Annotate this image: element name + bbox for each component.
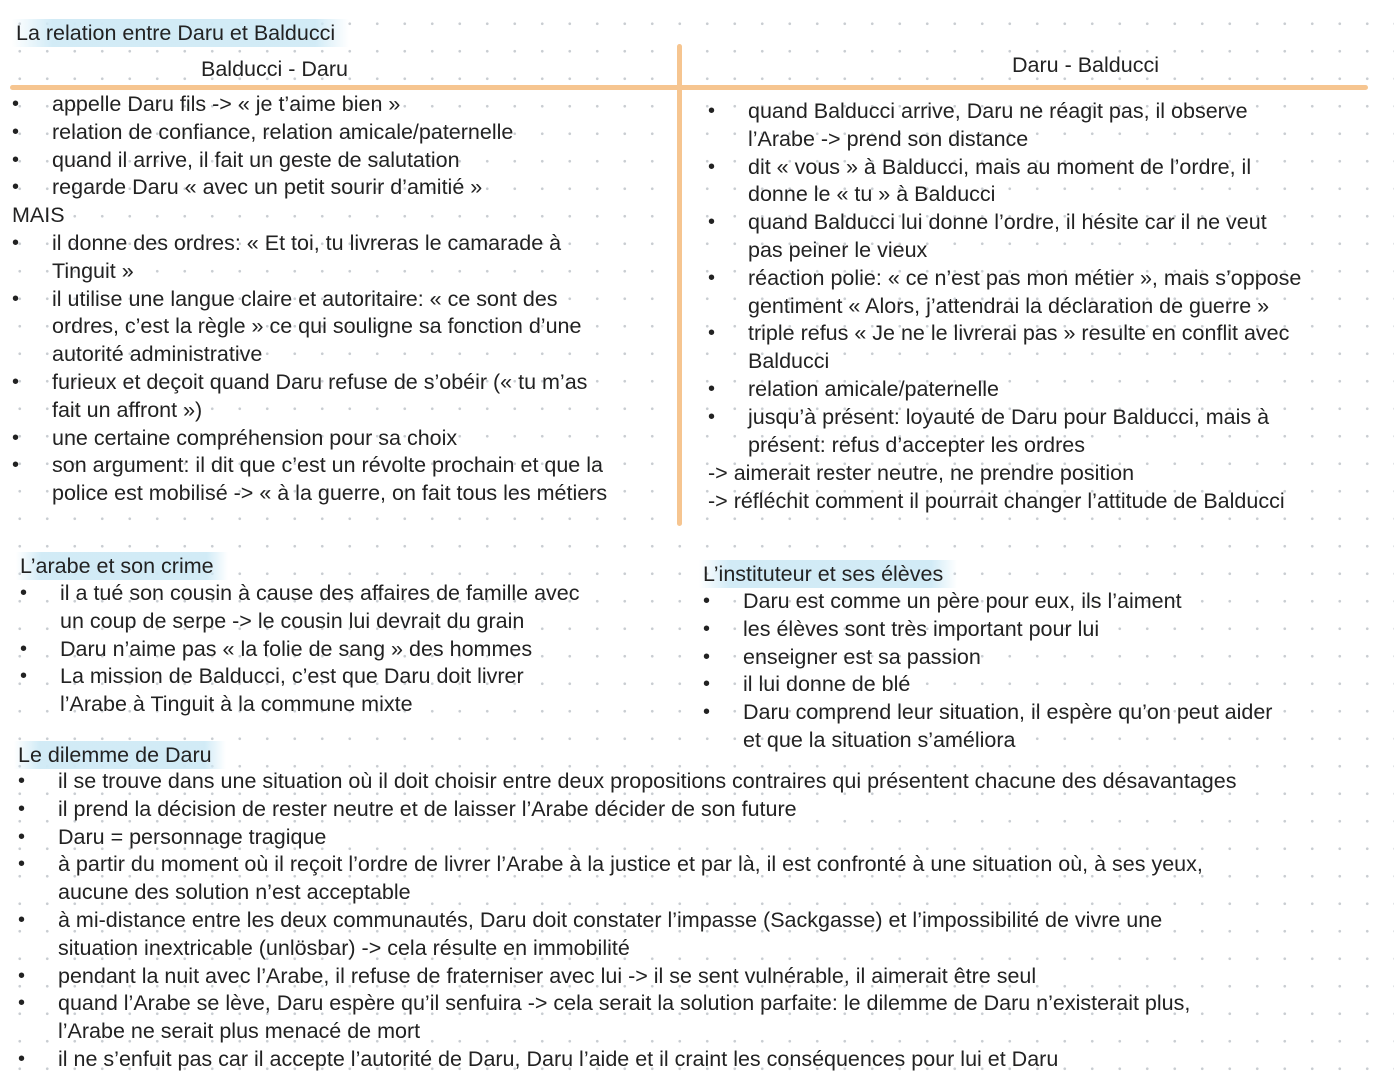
bullet-icon: • xyxy=(703,645,711,668)
dilemme-section-title: Le dilemme de Daru xyxy=(14,741,226,769)
list-item-text: il prend la décision de rester neutre et de laisser l’Arabe décider de son future xyxy=(58,796,797,821)
list-item-text: Daru comprend leur situation, il espère qu’on peut aider xyxy=(743,700,1273,725)
list-item xyxy=(20,663,580,719)
list-item-text: quand Balducci lui donne l’ordre, il hésite car il ne veut xyxy=(748,210,1267,235)
bullet-icon: • xyxy=(18,853,26,876)
bullet-icon: • xyxy=(18,770,26,792)
list-item-text: il donne des ordres: « Et toi, tu livreras le camarade à xyxy=(52,231,562,255)
bullet-icon: • xyxy=(12,232,20,254)
bullet-icon: • xyxy=(12,454,20,477)
list-item-text: furieux et deçoit quand Daru refuse de s’obéir (« tu m’as xyxy=(52,369,588,394)
list-item-text: un coup de serpe -> le cousin lui devrait du grain xyxy=(60,608,525,633)
bullet-icon: • xyxy=(18,908,26,931)
dilemme-list xyxy=(18,768,1236,1074)
bullet-icon: • xyxy=(703,590,711,612)
list-item xyxy=(708,98,1301,154)
list-item xyxy=(703,588,1272,616)
list-item xyxy=(12,119,513,147)
bullet-icon: • xyxy=(12,120,20,143)
right-list xyxy=(708,98,1301,459)
right-arrow-line-2: -> réfléchit comment il pourrait changer l’attitude de Balducci xyxy=(708,489,1285,513)
list-item xyxy=(708,265,1301,321)
list-item-text: il ne s’enfuit pas car il accepte l’autorité de Daru, Daru l’aide et il craint les conséquences pour lui et Daru xyxy=(58,1046,1059,1071)
list-item-text: ordres, c’est la règle » ce qui souligne sa fonction d’une xyxy=(52,314,582,339)
bullet-icon: • xyxy=(12,176,20,199)
list-item-text: il lui donne de blé xyxy=(743,672,911,697)
list-item-text: à partir du moment où il reçoit l’ordre de livrer l’Arabe à la justice et par là, il est confronté à une situation où, à ses yeux, xyxy=(58,852,1203,877)
list-item-text: quand Balducci arrive, Daru ne réagit pas, il observe xyxy=(748,99,1248,123)
table-vertical-divider xyxy=(677,44,682,526)
list-item-text: gentiment « Alors, j’attendrai la déclaration de guerre » xyxy=(748,293,1270,318)
left-column-title: Balducci - Daru xyxy=(201,57,348,81)
page-title: La relation entre Daru et Balducci xyxy=(12,19,349,47)
list-item-text: Balducci xyxy=(748,349,830,374)
bullet-icon: • xyxy=(708,322,716,345)
bullet-icon: • xyxy=(708,377,716,400)
list-item xyxy=(708,154,1301,210)
list-item xyxy=(12,452,607,508)
list-item xyxy=(20,636,580,664)
bullet-icon: • xyxy=(18,825,26,848)
bullet-icon: • xyxy=(708,211,716,234)
list-item-text: police est mobilisé -> « à la guerre, on fait tous les métiers xyxy=(52,481,608,506)
list-item xyxy=(12,369,607,425)
list-item xyxy=(20,580,580,636)
bullet-icon: • xyxy=(12,148,20,171)
list-item-text: pendant la nuit avec l’Arabe, il refuse de fraterniser avec lui -> il se sent vulnérable, il aimerait être seul xyxy=(58,963,1037,988)
list-item-text: quand l’Arabe se lève, Daru espère qu’il senfuira -> cela serait la solution parfaite: le dilemme de Daru n’existerait plus, xyxy=(58,991,1191,1016)
list-item-text: l’Arabe ne serait plus menacé de mort xyxy=(58,1019,421,1044)
list-item-text: autorité administrative xyxy=(52,342,263,367)
list-item-text: aucune des solution n’est acceptable xyxy=(58,880,411,905)
bullet-icon: • xyxy=(703,617,711,640)
bullet-icon: • xyxy=(708,266,716,289)
list-item-text: relation amicale/paternelle xyxy=(748,376,999,401)
list-item xyxy=(18,907,1236,963)
list-item-text: Daru = personnage tragique xyxy=(58,824,327,849)
list-item xyxy=(12,425,607,453)
list-item-text: les élèves sont très important pour lui xyxy=(743,616,1100,641)
list-item-text: appelle Daru fils -> « je t’aime bien » xyxy=(52,92,401,116)
list-item-text: et que la situation s’améliora xyxy=(743,727,1016,752)
list-item-text: il utilise une langue claire et autoritaire: « ce sont des xyxy=(52,286,558,311)
list-item xyxy=(708,376,1301,404)
list-item xyxy=(18,1046,1236,1074)
list-item-text: La mission de Balducci, c’est que Daru doit livrer xyxy=(60,664,524,689)
list-item xyxy=(703,616,1272,644)
list-item xyxy=(18,990,1236,1046)
list-item xyxy=(703,699,1272,755)
arabe-list xyxy=(20,580,580,719)
bullet-icon: • xyxy=(20,637,28,660)
list-item-text: enseigner est sa passion xyxy=(743,644,981,669)
list-item-text: donne le « tu » à Balducci xyxy=(748,182,996,207)
list-item-text: jusqu’à présent: loyauté de Daru pour Balducci, mais à xyxy=(748,404,1270,429)
list-item-text: réaction polie: « ce n’est pas mon métier », mais s’oppose xyxy=(748,265,1302,290)
bullet-icon: • xyxy=(18,797,26,820)
list-item-text: dit « vous » à Balducci, mais au moment de l’ordre, il xyxy=(748,154,1252,179)
left-list-b xyxy=(12,230,607,508)
list-item-text: l’Arabe à Tinguit à la commune mixte xyxy=(60,692,413,717)
instituteur-section-title: L’instituteur et ses élèves xyxy=(699,560,957,588)
list-item-text: à mi-distance entre les deux communautés, Daru doit constater l’impasse (Sackgasse) et l’impossibilité de vivre une xyxy=(58,907,1163,932)
list-item-text: regarde Daru « avec un petit sourir d’amitié » xyxy=(52,175,483,200)
table-horizontal-divider xyxy=(10,85,1368,90)
list-item-text: l’Arabe -> prend son distance xyxy=(748,126,1029,151)
list-item xyxy=(12,174,513,202)
list-item xyxy=(18,851,1236,907)
list-item-text: présent: refus d’accepter les ordres xyxy=(748,432,1085,457)
list-item-text: pas peiner le vieux xyxy=(748,237,928,262)
list-item xyxy=(703,671,1272,699)
bullet-icon: • xyxy=(703,673,711,696)
list-item xyxy=(18,768,1236,796)
instituteur-list xyxy=(703,588,1272,755)
list-item xyxy=(703,644,1272,672)
list-item xyxy=(18,963,1236,991)
bullet-icon: • xyxy=(12,93,20,115)
list-item xyxy=(12,286,607,369)
bullet-icon: • xyxy=(12,370,20,393)
list-item xyxy=(708,320,1301,376)
list-item-text: Daru n’aime pas « la folie de sang » des hommes xyxy=(60,636,533,661)
bullet-icon: • xyxy=(18,1047,26,1070)
mais-label: MAIS xyxy=(12,203,65,227)
list-item xyxy=(18,796,1236,824)
list-item xyxy=(18,824,1236,852)
bullet-icon: • xyxy=(708,100,716,122)
list-item xyxy=(708,404,1301,460)
list-item-text: situation inextricable (unlösbar) -> cela résulte en immobilité xyxy=(58,935,630,960)
list-item xyxy=(12,91,513,119)
list-item-text: quand il arrive, il fait un geste de salutation xyxy=(52,147,460,172)
list-item xyxy=(12,230,607,286)
bullet-icon: • xyxy=(18,964,26,987)
list-item-text: il se trouve dans une situation où il doit choisir entre deux propositions contraires qui présentent chacune des désavantages xyxy=(58,769,1237,793)
right-arrow-line-1: -> aimerait rester neutre, ne prendre position xyxy=(708,461,1135,485)
list-item xyxy=(708,209,1301,265)
bullet-icon: • xyxy=(12,287,20,310)
bullet-icon: • xyxy=(20,665,28,688)
bullet-icon: • xyxy=(708,155,716,178)
bullet-icon: • xyxy=(20,582,28,604)
bullet-icon: • xyxy=(12,426,20,449)
list-item-text: il a tué son cousin à cause des affaires de famille avec xyxy=(60,581,580,605)
list-item xyxy=(12,147,513,175)
left-list-a xyxy=(12,91,513,202)
list-item-text: une certaine compréhension pour sa choix xyxy=(52,425,458,450)
list-item-text: son argument: il dit que c’est un révolte prochain et que la xyxy=(52,453,603,478)
list-item-text: Tinguit » xyxy=(52,258,134,283)
bullet-icon: • xyxy=(18,992,26,1015)
right-column-title: Daru - Balducci xyxy=(1012,53,1159,77)
arabe-section-title: L’arabe et son crime xyxy=(16,552,228,580)
bullet-icon: • xyxy=(708,405,716,428)
bullet-icon: • xyxy=(703,701,711,724)
list-item-text: triple refus « Je ne le livrerai pas » resulte en conflit avec xyxy=(748,321,1290,346)
list-item-text: Daru est comme un père pour eux, ils l’aiment xyxy=(743,589,1182,613)
list-item-text: fait un affront ») xyxy=(52,397,203,422)
list-item-text: relation de confiance, relation amicale/paternelle xyxy=(52,119,514,144)
